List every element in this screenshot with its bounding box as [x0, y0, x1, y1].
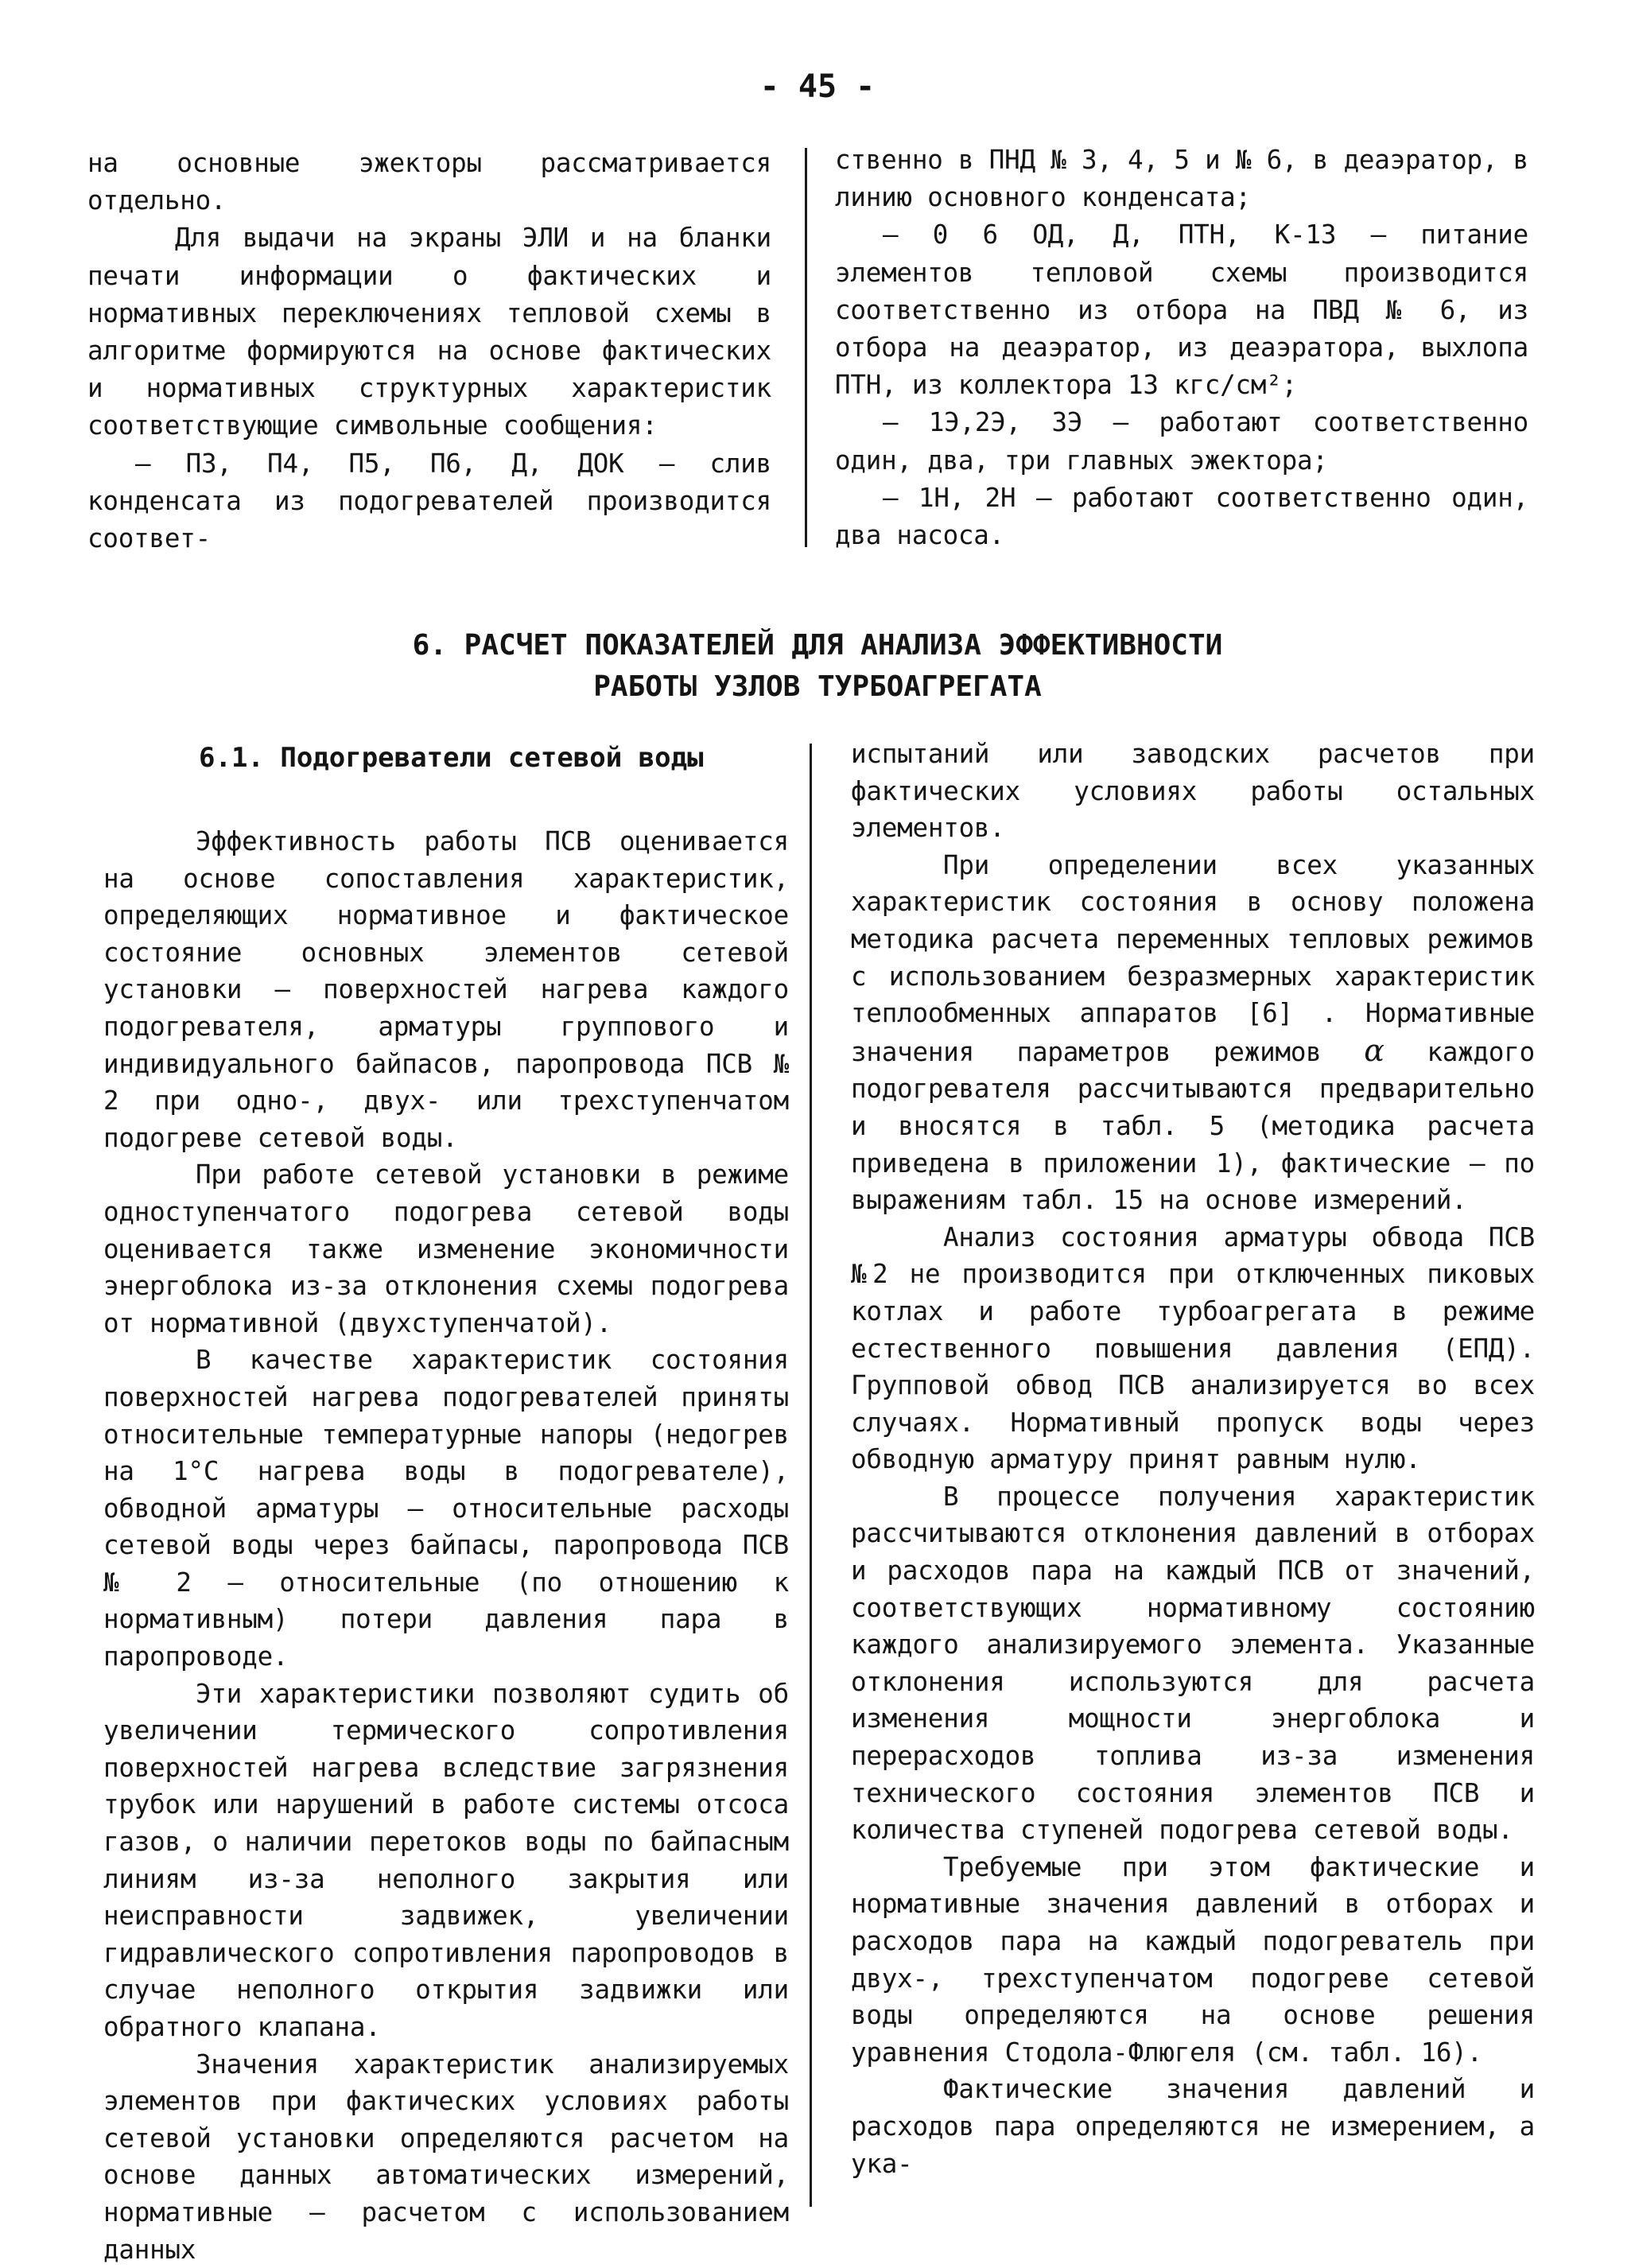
paragraph: испытаний или заводских расчетов при фактических условиях работы остальных элементов.	[851, 739, 1535, 844]
column-divider	[805, 148, 807, 547]
subsection-heading: 6.1. Подогреватели сетевой воды	[199, 742, 704, 774]
paragraph-text: При определении всех указанных характеристик состояния в основу положена методика расчета переменных тепловых режимов с использованием безразмерных характеристик теплообменных аппаратов [6] . Нормативные значения параметров режимов	[851, 849, 1535, 1067]
paragraph	[851, 847, 1535, 1219]
top-left-column	[87, 145, 771, 557]
alpha-symbol: α	[1364, 1032, 1385, 1068]
paragraph: Для выдачи на экраны ЭЛИ и на бланки печати информации о фактических и нормативных переключениях тепловой схемы в алгоритме формируются на основе фактических и нормативных структурных характеристик соответствующие символьные сообщения:	[87, 223, 771, 441]
page-number: - 45 -	[759, 68, 876, 105]
paragraph: – П3, П4, П5, П6, Д, ДОК – слив конденсата из подогревателей производится соответ-	[87, 448, 771, 554]
paragraph: – 1Э,2Э, 3Э – работают соответственно один, два, три главных эжектора;	[835, 407, 1528, 476]
paragraph-text: каждого подогревателя рассчитываются предварительно и вносятся в табл. 5 (методика расчета приведена в приложении 1), фактические – по выражениям табл. 15 на основе измерений.	[851, 1036, 1536, 1216]
paragraph: ственно в ПНД № 3, 4, 5 и № 6, в деаэратор, в линию основного конденсата;	[835, 145, 1528, 213]
paragraph: В качестве характеристик состояния поверхностей нагрева подогревателей приняты относительные температурные напоры (недогрев на 1°С нагрева воды в подогревателе), обводной арматуры – относительные расходы сетевой воды через байпасы, паропровода ПСВ № 2 – относительные (по отношению к нормативным) потери давления пара в паропроводе.	[103, 1345, 789, 1672]
paragraph: на основные эжекторы рассматривается отдельно.	[87, 148, 771, 216]
paragraph: Анализ состояния арматуры обвода ПСВ №2 не производится при отключенных пиковых котлах и работе турбоагрегата в режиме естественного повышения давления (ЕПД). Групповой обвод ПСВ анализируется во всех случаях. Нормативный пропуск воды через обводную арматуру принят равным нулю.	[851, 1221, 1535, 1475]
paragraph: – 0 6 ОД, Д, ПТН, К-13 – питание элементов тепловой схемы производится соответственно из отбора на ПВД № 6, из отбора на деаэратор, из деаэратора, выхлопа ПТН, из коллектора 13 кгс/см²;	[835, 219, 1528, 401]
paragraph: В процессе получения характеристик рассчитываются отклонения давлений в отборах и расходов пара на каждый ПСВ от значений, соответствующих нормативному состоянию каждого анализируемого элемента. Указанные отклонения используются для расчета изменения мощности энергоблока и перерасходов топлива из-за изменения технического состояния элементов ПСВ и количества ступеней подогрева сетевой воды.	[851, 1481, 1535, 1846]
section-heading-line: 6. РАСЧЕТ ПОКАЗАТЕЛЕЙ ДЛЯ АНАЛИЗА ЭФФЕКТИВНОСТИ	[412, 629, 1223, 662]
paragraph: Эти характеристики позволяют судить об увеличении термического сопротивления поверхностей нагрева вследствие загрязнения трубок или нарушений в работе системы отсоса газов, о наличии перетоков воды по байпасным линиям из-за неполного закрытия или неисправности задвижек, увеличении гидравлического сопротивления паропроводов в случае неполного открытия задвижки или обратного клапана.	[103, 1678, 789, 2042]
paragraph: Эффективность работы ПСВ оценивается на основе сопоставления характеристик, определяющих нормативное и фактическое состояние основных элементов сетевой установки – поверхностей нагрева каждого подогревателя, арматуры группового и индивидуального байпасов, паропровода ПСВ № 2 при одно-, двух- или трехступенчатом подогреве сетевой воды.	[103, 826, 789, 1153]
top-right-column	[835, 142, 1528, 554]
section-heading-line: РАБОТЫ УЗЛОВ ТУРБОАГРЕГАТА	[593, 670, 1042, 703]
paragraph: Фактические значения давлений и расходов пара определяются не измерением, а ука-	[851, 2074, 1535, 2179]
column-divider	[810, 744, 812, 2207]
paragraph: Требуемые при этом фактические и нормативные значения давлений в отборах и расходов пара на каждый подогреватель при двух-, трехступенчатом подогреве сетевой воды определяются на основе решения уравнения Стодола-Флюгеля (см. табл. 16).	[851, 1851, 1535, 2068]
paragraph: – 1Н, 2Н – работают соответственно один, два насоса.	[835, 482, 1528, 551]
section-heading	[0, 625, 1635, 708]
bottom-left-column	[103, 823, 789, 2268]
bottom-right-column	[851, 736, 1535, 2182]
paragraph: Значения характеристик анализируемых элементов при фактических условиях работы сетевой установки определяются расчетом на основе данных автоматических измерений, нормативные – расчетом с использованием данных	[103, 2049, 789, 2265]
paragraph: При работе сетевой установки в режиме одноступенчатого подогрева сетевой воды оценивается также изменение экономичности энергоблока из-за отклонения схемы подогрева от нормативной (двухступенчатой).	[103, 1159, 789, 1338]
